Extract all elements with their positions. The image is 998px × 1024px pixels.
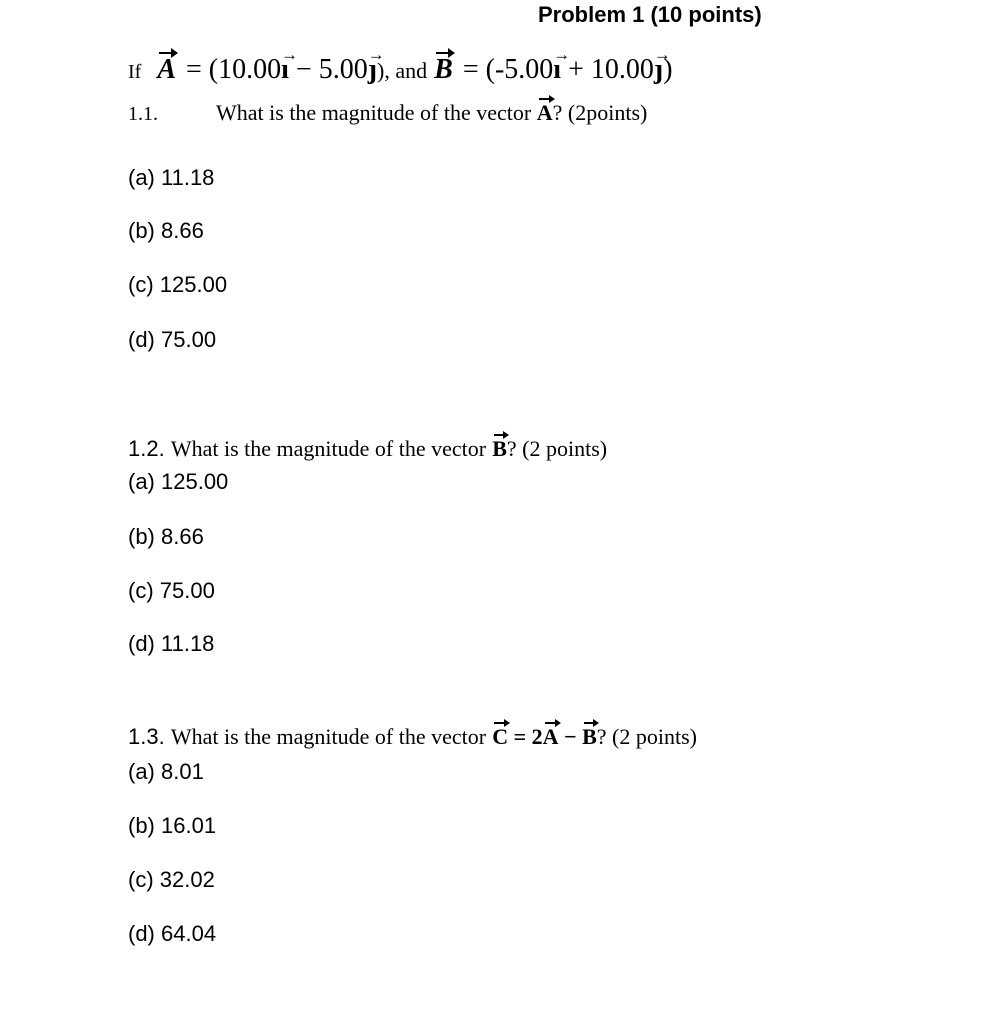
vector-b-symbol: B [582, 724, 597, 749]
equals-two: = 2 [508, 724, 543, 749]
question-1-1-text [216, 100, 647, 126]
vector-a-expr-open: = (10.00 [186, 54, 282, 85]
q1-1-option-c: (c) 125.00 [128, 272, 228, 297]
question-points: ? (2points) [552, 100, 648, 125]
q1-3-option-a: (a) 8.01 [128, 759, 204, 784]
vector-b-expr-open: = (-5.00 [462, 54, 554, 85]
vector-a-expr-close: ), and [377, 58, 428, 83]
q1-1-option-d: (d) 75.00 [128, 327, 217, 352]
vector-b-expr-close: ) [663, 54, 673, 85]
question-1-1-number: 1.1. [128, 103, 158, 125]
j-hat-unit-vector: ȷ → [654, 54, 663, 86]
vector-a-expr-mid: − 5.00 [295, 54, 368, 85]
i-hat-unit-vector: ı → [281, 54, 289, 86]
vector-b-symbol: B [492, 436, 507, 461]
vector-b-expr-mid: + 10.00 [568, 54, 654, 85]
q1-3-option-b: (b) 16.01 [128, 813, 217, 838]
given-vectors-statement [128, 54, 673, 86]
i-hat-unit-vector: ı → [553, 54, 561, 86]
vector-b-symbol: B [434, 54, 453, 85]
question-text: What is the magnitude of the vector [216, 100, 532, 125]
j-hat-unit-vector: ȷ → [368, 54, 377, 86]
question-1-2 [128, 436, 607, 462]
if-label: If [128, 61, 142, 83]
vector-a-symbol: A [157, 54, 177, 85]
q1-1-option-a: (a) 11.18 [128, 165, 215, 190]
question-1-3-number: 1.3. [128, 724, 165, 749]
q1-1-option-b: (b) 8.66 [128, 218, 204, 243]
minus-sign: − [558, 724, 583, 749]
question-points: ? (2 points) [596, 724, 697, 749]
question-text: What is the magnitude of the vector [170, 436, 487, 461]
vector-a-symbol: A [542, 724, 559, 749]
q1-2-option-b: (b) 8.66 [128, 524, 204, 549]
question-points: ? (2 points) [506, 436, 608, 461]
question-1-3 [128, 724, 697, 750]
question-1-2-number: 1.2. [128, 436, 165, 461]
q1-2-option-a: (a) 125.00 [128, 469, 229, 494]
q1-2-option-d: (d) 11.18 [128, 631, 215, 656]
q1-3-option-d: (d) 64.04 [128, 921, 217, 946]
vector-c-symbol: C [492, 724, 509, 749]
page-title: Problem 1 (10 points) [538, 2, 762, 27]
vector-a-symbol: A [536, 100, 553, 125]
question-text: What is the magnitude of the vector [170, 724, 487, 749]
q1-2-option-c: (c) 75.00 [128, 578, 215, 603]
q1-3-option-c: (c) 32.02 [128, 867, 215, 892]
